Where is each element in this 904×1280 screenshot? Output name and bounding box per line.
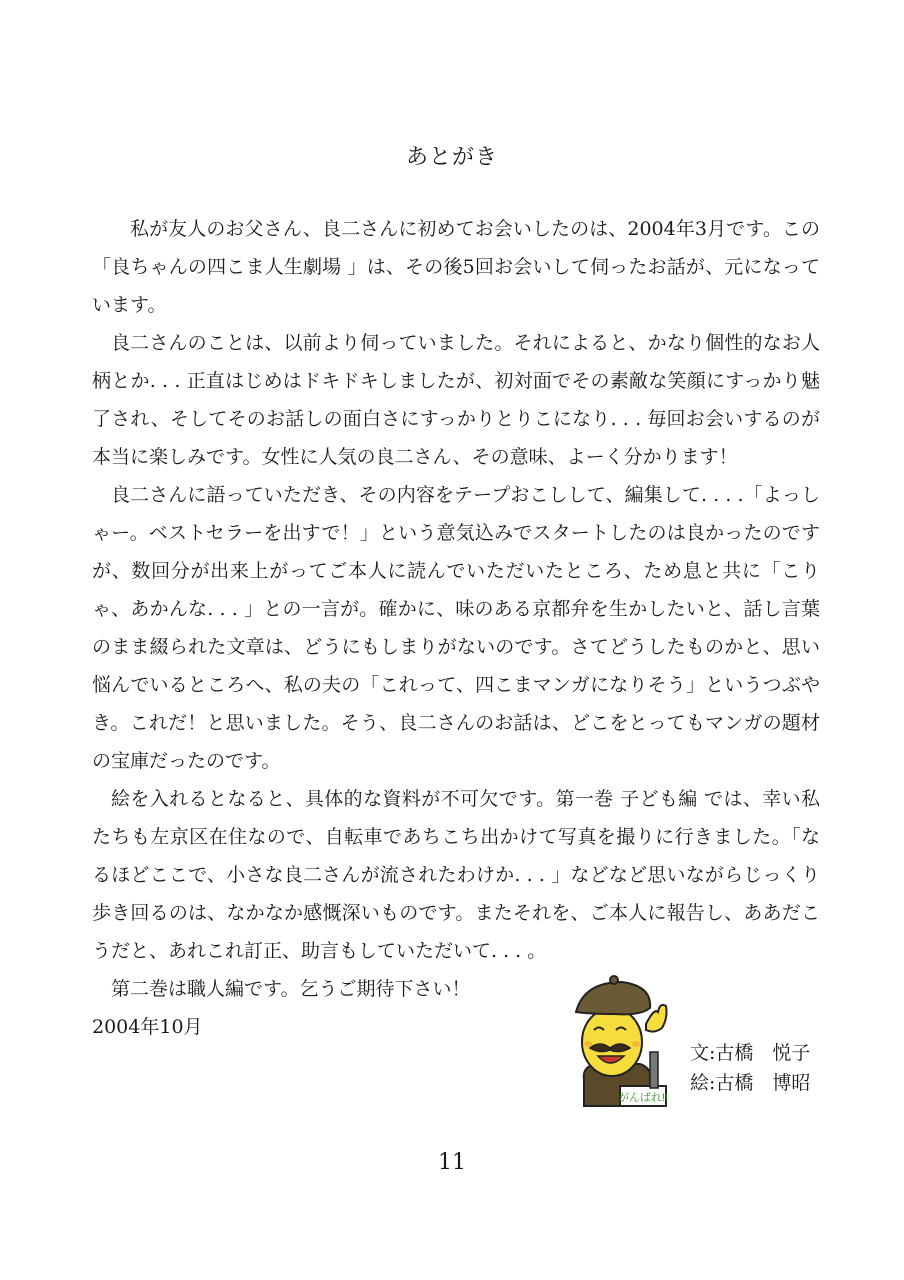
- credit-illustrator: 絵:古橋 博昭: [690, 1072, 811, 1094]
- paragraph: 良二さんに語っていただき、その内容をテープおこしして、編集して. . . .「よっしゃー。ベストセラーを出すで！」という意気込みでスタートしたのは良かったのですが、数回分が出来上がってご本人に読んでいただいたところ、ため息と共に「こりゃ、あかんな. . . 」との一言が。確かに、味のある京都弁を生かしたいと、話し言葉のまま綴られた文章は、どうにもしまりがないのです。さてどうしたものかと、思い悩んでいるところへ、私の夫の「これって、四こまマンガになりそう」というつぶやき。これだ！と思いました。そう、良二さんのお話は、どこをとってもマンガの題材の宝庫だったのです。: [92, 484, 820, 772]
- page-title: あとがき: [405, 145, 498, 170]
- paragraph: 絵を入れるとなると、具体的な資料が不可欠です。第一巻 子ども編 では、幸い私たちも左京区在住なので、自転車であちこち出かけて写真を撮りに行きました。「なるほどここで、小さな良二さんが流されたわけか. . . 」などなど思いながらじっくり歩き回るのは、なかなか感慨深いものです。またそれを、ご本人に報告し、ああだこうだと、あれこれ訂正、助言もしていただいて. . . 。: [92, 788, 820, 962]
- credits: [690, 1038, 810, 1098]
- page-number: 11: [438, 1150, 466, 1175]
- paragraph: 私が友人のお父さん、良二さんに初めてお会いしたのは、2004年3月です。この「良ちゃんの四こま人生劇場 」は、その後5回お会いして伺ったお話が、元になっています。: [92, 218, 820, 316]
- paragraph: 良二さんのことは、以前より伺っていました。それによると、かなり個性的なお人柄とか. . . 正直はじめはドキドキしましたが、初対面でその素敵な笑顔にすっかり魅了され、そしてそのお話しの面白さにすっかりとりこになり. . . 毎回お会いするのが本当に楽しみです。女性に人気の良二さん、その意味、よーく分かります！: [92, 332, 820, 468]
- paragraph: 第二巻は職人編です。乞うご期待下さい！: [111, 978, 471, 1000]
- cartoon-character-illustration: [554, 968, 678, 1108]
- afterword-body: [92, 210, 820, 1008]
- sign-text: がんばれ!!: [617, 1092, 669, 1104]
- credit-text-author: 文:古橋 悦子: [690, 1042, 811, 1064]
- date-line: 2004年10月: [92, 1016, 203, 1038]
